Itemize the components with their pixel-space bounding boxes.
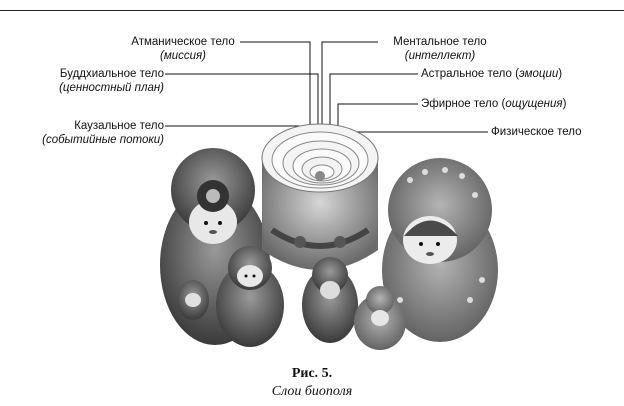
label-astral-sub: эмоции: [518, 68, 559, 80]
label-buddhic-sub: (ценностный план): [59, 82, 164, 94]
leader-atmanic: [240, 42, 310, 128]
label-causal-sub: (событийные потоки): [42, 134, 164, 146]
label-causal-name: Каузальное тело: [74, 120, 164, 132]
label-etheric-sub: ощущения: [505, 98, 563, 110]
label-physical: [491, 125, 582, 139]
figure-caption-subtitle: Слои биополя: [271, 384, 353, 399]
label-buddhic: [30, 67, 164, 95]
figure-caption-title: Рис. 5.: [291, 366, 333, 381]
label-causal: [20, 119, 164, 147]
label-etheric: Эфирное тело (ощущения): [421, 98, 567, 110]
label-mental-sub: (интеллект): [404, 50, 476, 62]
label-etheric-name: Эфирное тело: [421, 98, 499, 110]
leader-buddhic: [165, 74, 318, 132]
doll-center-open: [262, 124, 378, 270]
label-mental: [380, 35, 500, 63]
label-astral-name: Астральное тело: [421, 68, 512, 80]
label-physical-name: Физическое тело: [491, 126, 582, 138]
label-astral: Астральное тело (эмоции): [421, 68, 563, 80]
label-atmanic-name: Атманическое тело: [131, 36, 235, 48]
label-mental-name: Ментальное тело: [393, 36, 487, 48]
label-atmanic: [128, 35, 238, 63]
label-buddhic-name: Буддхиальное тело: [59, 68, 164, 80]
doll-front-2: [302, 257, 358, 343]
doll-front-4: [177, 280, 209, 320]
label-atmanic-sub: (миссия): [160, 50, 206, 62]
